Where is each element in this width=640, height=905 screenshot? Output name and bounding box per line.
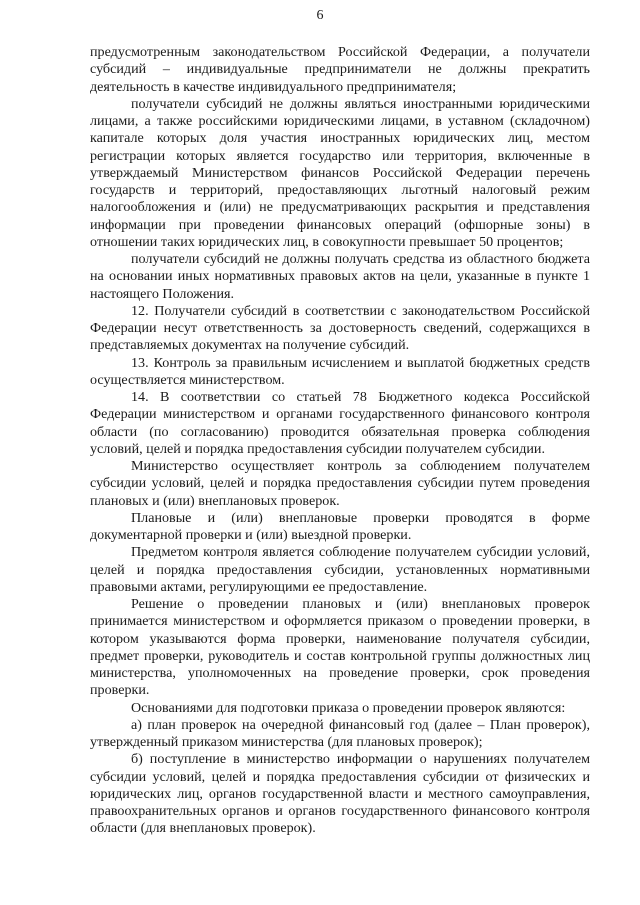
- paragraph-item-14: 14. В соответствии со статьей 78 Бюджетного кодекса Российской Федерации министерством и органами государственного финансового контроля области (по согласованию) проводится обязательная проверка соблюдения условий, целей и порядка предоставления субсидии получателем субсидии.: [90, 389, 590, 457]
- paragraph-grounds-intro: Основаниями для подготовки приказа о проведении проверок являются:: [131, 699, 566, 716]
- paragraph-grounds-a: а) план проверок на очередной финансовый год (далее – План проверок), утвержденный приказом министерства (для плановых проверок);: [90, 716, 590, 750]
- page-number: 6: [316, 8, 324, 23]
- document-body: [90, 44, 590, 838]
- paragraph-inspection-form: Плановые и (или) внеплановые проверки проводятся в форме документарной проверки и (или) выездной проверки.: [90, 509, 590, 543]
- paragraph-regional-budget: получатели субсидий не должны получать средства из областного бюджета на основании иных нормативных правовых актов на цели, указанные в пункте 1 настоящего Положения.: [90, 251, 590, 302]
- paragraph-ministry-control: Министерство осуществляет контроль за соблюдением получателем субсидии условий, целей и порядка предоставления субсидии путем проведения плановых и (или) внеплановых проверок.: [90, 458, 590, 509]
- paragraph-foreign-entities: получатели субсидий не должны являться иностранными юридическими лицами, а также российскими юридическими лицами, в уставном (складочном) капитале которых доля участия иностранных юридических лиц, местом регистрации которых является государство или территория, включенные в утверждаемый Министерством финансов Российской Федерации перечень государств и территорий, предоставляющих льготный налоговый режим налогообложения и (или) не предусматривающих раскрытия и представления информации при проведении финансовых операций (офшорные зоны) в отношении таких юридических лиц, в совокупности превышает 50 процентов;: [90, 95, 590, 250]
- paragraph-continuation: предусмотренным законодательством Российской Федерации, а получатели субсидий – индивидуальные предприниматели не должны прекратить деятельность в качестве индивидуального предпринимателя;: [90, 44, 590, 95]
- paragraph-item-13: 13. Контроль за правильным исчислением и выплатой бюджетных средств осуществляется министерством.: [90, 354, 590, 388]
- paragraph-grounds-b: б) поступление в министерство информации о нарушениях получателем субсидии условий, целей и порядка предоставления субсидии от физических и юридических лиц, органов государственной власти и местного самоуправления, правоохранительных органов и органов государственного финансового контроля области (для внеплановых проверок).: [90, 751, 590, 837]
- paragraph-control-subject: Предметом контроля является соблюдение получателем субсидии условий, целей и порядка предоставления субсидии, установленных нормативными правовыми актами, регулирующими ее предоставление.: [90, 544, 590, 595]
- paragraph-inspection-decision: Решение о проведении плановых и (или) внеплановых проверок принимается министерством и оформляется приказом о проведении проверки, в котором указываются форма проверки, наименование получателя субсидии, предмет проверки, руководитель и состав контрольной группы должностных лиц министерства, уполномоченных на проведение проверки, срок проведения проверки.: [90, 596, 590, 699]
- paragraph-item-12: 12. Получатели субсидий в соответствии с законодательством Российской Федерации несут ответственность за достоверность сведений, содержащихся в представляемых документах на получение субсидий.: [90, 302, 590, 354]
